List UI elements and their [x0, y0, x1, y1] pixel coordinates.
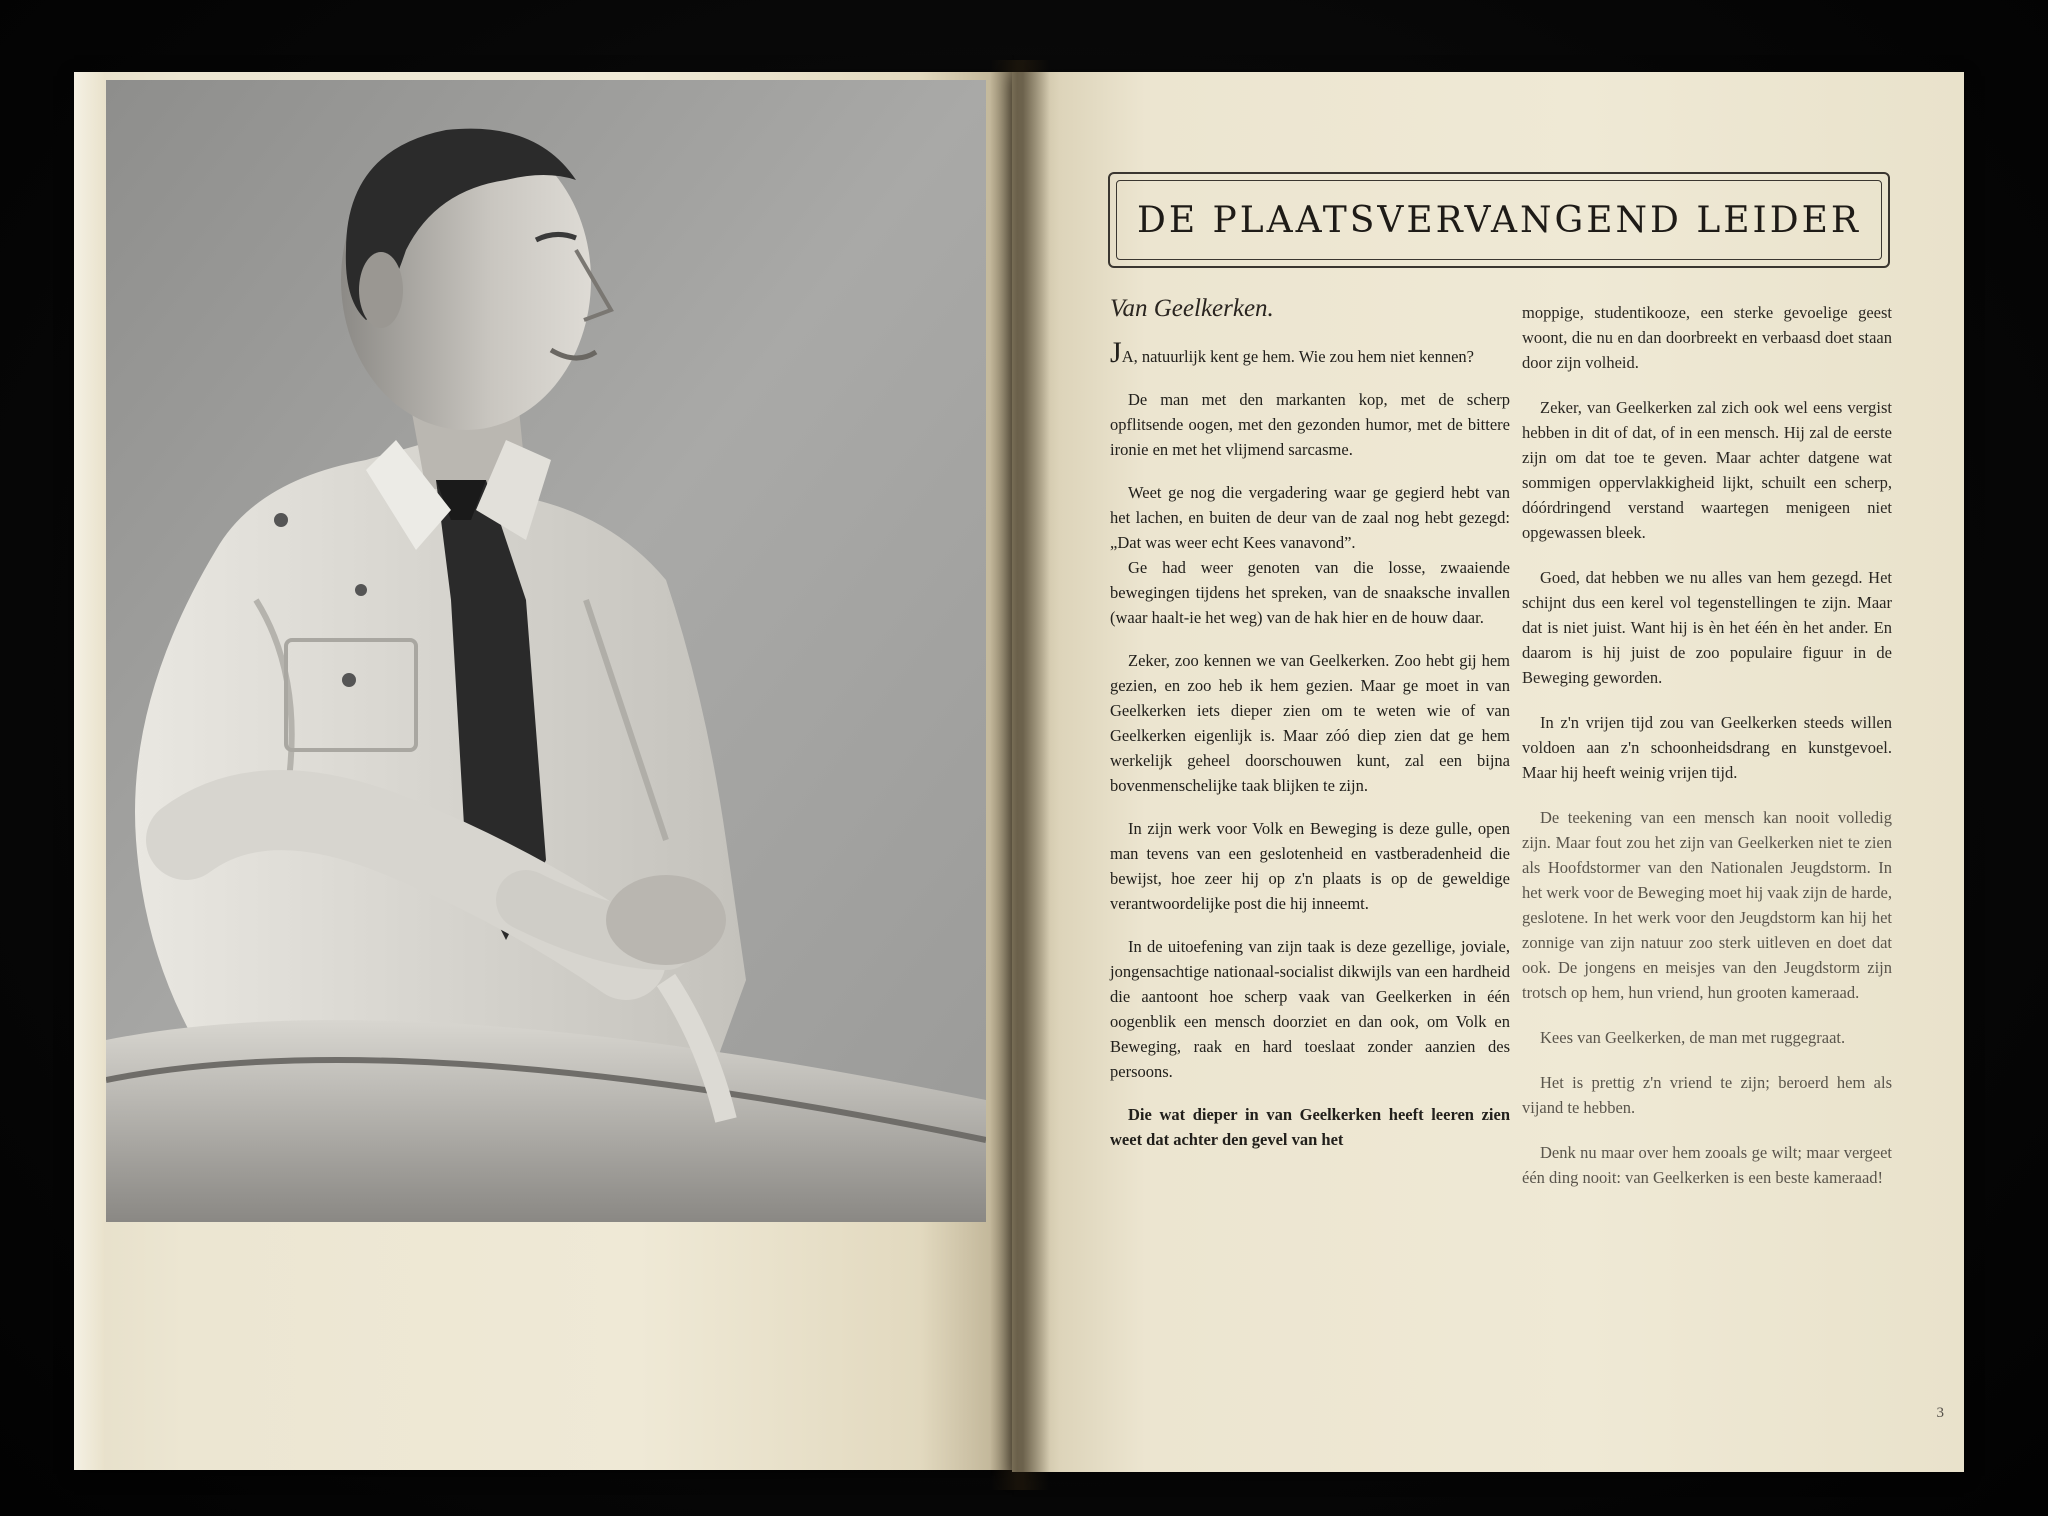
paragraph: Het is prettig z'n vriend te zijn; beroerd hem als vijand te hebben. — [1522, 1073, 1892, 1117]
lead-paragraph — [1110, 336, 1510, 369]
lead-text: A, natuurlijk kent ge hem. Wie zou hem niet kennen? — [1121, 347, 1474, 366]
right-page — [1012, 72, 1964, 1472]
paragraph: De teekening van een mensch kan nooit volledig zijn. Maar fout zou het zijn van Geelkerken niet te zien als Hoofdstormer van den Nationalen Jeugdstorm. In het werk voor de Beweging moet hij vaak zijn de harde, geslotene. In het werk voor den Jeugdstorm kan hij het zonnige van zijn natuur zoo sterk uitleven en doet dat ook. De jongens en meisjes van den Jeugdstorm zijn trotsch op hem, hun vriend, hun grooten kameraad. — [1522, 808, 1892, 1002]
paragraph: Ge had weer genoten van die losse, zwaaiende bewegingen tijdens het spreken, van de snaaksche invallen (waar haalt-ie het weg) van de hak hier en de houw daar. — [1110, 558, 1510, 627]
paragraph: Kees van Geelkerken, de man met ruggegraat. — [1540, 1028, 1846, 1047]
paragraph: Goed, dat hebben we nu alles van hem gezegd. Het schijnt dus een kerel vol tegenstellingen te zijn. Maar dat is niet juist. Want hij is èn het één èn het ander. En daarom is hij juist de zoo populaire figuur in de Beweging geworden. — [1522, 568, 1892, 687]
paragraph: Denk nu maar over hem zooals ge wilt; maar vergeet één ding nooit: van Geelkerken is een beste kameraad! — [1522, 1143, 1892, 1187]
page-number: 3 — [1936, 1405, 1944, 1421]
article-column-left — [1110, 294, 1510, 1170]
paragraph: De man met den markanten kop, met de scherp opflitsende oogen, met den gezonden humor, met de bittere ironie en met het vlijmend sarcasme. — [1110, 390, 1510, 459]
article-byline: Van Geelkerken. — [1110, 295, 1274, 322]
paragraph: In de uitoefening van zijn taak is deze gezellige, joviale, jongensachtige nationaal-socialist dikwijls van een hardheid die aantoont hoe scherp vaak van Geelkerken in één oogenblik een mensch doorziet en dan ook, om Volk en Beweging, raak en hard toeslaat zonder aanzien des persoons. — [1110, 937, 1510, 1081]
article-title: DE PLAATSVERVANGEND LEIDER — [1136, 199, 1862, 241]
drop-cap: J — [1110, 336, 1122, 369]
book-spine-shadow — [990, 60, 1050, 1490]
paragraph: In zijn werk voor Volk en Beweging is deze gulle, open man tevens van een geslotenheid en vastberadenheid die bewijst, hoe zeer hij op z'n plaats is op de geweldige verantwoordelijke post die hij inneemt. — [1110, 819, 1510, 913]
closing-paragraph: Die wat dieper in van Geelkerken heeft leeren zien weet dat achter den gevel van het — [1110, 1105, 1510, 1149]
paragraph: In z'n vrijen tijd zou van Geelkerken steeds willen voldoen aan z'n schoonheidsdrang en kunstgevoel. Maar hij heeft weinig vrijen tijd. — [1522, 713, 1892, 782]
portrait-illustration — [106, 80, 986, 1222]
page-edge — [74, 72, 104, 1470]
paragraph: moppige, studentikooze, een sterke gevoelige geest woont, die nu en dan doorbreekt en verbaasd doet staan door zijn volheid. — [1522, 303, 1892, 372]
title-frame — [1108, 172, 1890, 268]
paragraph: Zeker, van Geelkerken zal zich ook wel eens vergist hebben in dit of dat, of in een mensch. Hij zal de eerste zijn om dat toe te geven. Maar achter datgene wat sommigen oppervlakkigheid lijkt, schuilt een scherp, dóórdringend verstand waartegen menigeen niet opgewassen bleek. — [1522, 398, 1892, 542]
left-page — [74, 72, 1014, 1470]
title-frame-inner — [1116, 180, 1882, 260]
paragraph: Weet ge nog die vergadering waar ge gegierd hebt van het lachen, en buiten de deur van de zaal nog hebt gezegd: „Dat was weer echt Kees vanavond”. — [1110, 483, 1510, 552]
portrait-photo — [106, 80, 986, 1222]
paragraph: Zeker, zoo kennen we van Geelkerken. Zoo hebt gij hem gezien, en zoo heb ik hem gezien. Maar ge moet in van Geelkerken iets dieper zien om te weten wie of van Geelkerken eigenlijk is. Maar zóó diep zien dat ge hem werkelijk geheel doorschouwen kunt, zal een bijna bovenmenschelijke taak blijken te zijn. — [1110, 651, 1510, 795]
article-column-right — [1522, 300, 1892, 1210]
